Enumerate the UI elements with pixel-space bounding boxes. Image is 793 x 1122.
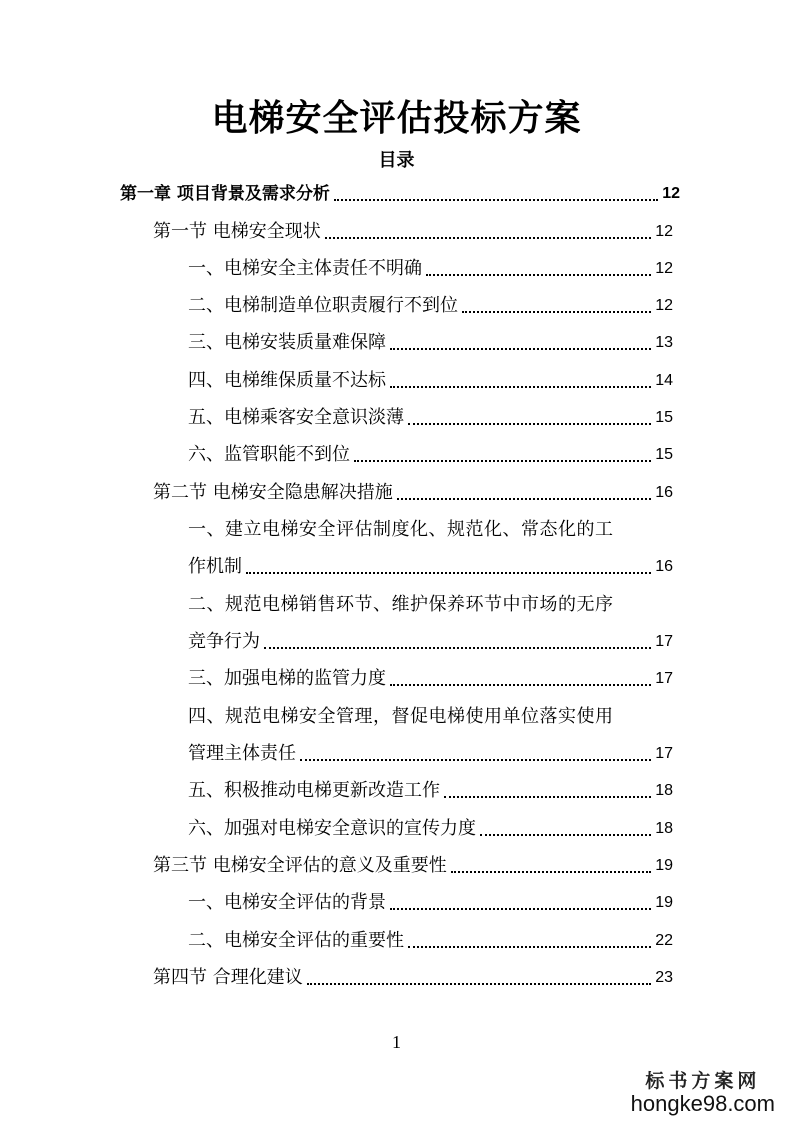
toc-entry-label: 一、电梯安全主体责任不明确 — [188, 258, 422, 279]
toc-entry-label: 第一章 项目背景及需求分析 — [120, 184, 330, 204]
toc-item-2-5[interactable] — [188, 778, 673, 804]
toc-entry-label: 第一节 电梯安全现状 — [153, 221, 321, 242]
toc-page-number: 12 — [655, 260, 673, 277]
toc-dot-leader — [334, 199, 658, 201]
toc-dot-leader — [390, 386, 651, 388]
toc-entry-label: 五、积极推动电梯更新改造工作 — [188, 780, 440, 801]
toc-item-2-1[interactable] — [188, 554, 673, 580]
toc-dot-leader — [426, 274, 651, 276]
toc-dot-leader — [480, 834, 651, 836]
watermark-cn-text: 标书方案网 — [645, 1070, 761, 1092]
watermark-url-text: hongke98.com — [630, 1091, 775, 1116]
toc-item-2-4-line1[interactable]: 四、规范电梯安全管理，督促电梯使用单位落实使用 — [188, 706, 614, 727]
toc-item-2-1-line1[interactable]: 一、建立电梯安全评估制度化、规范化、常态化的工 — [188, 519, 614, 540]
toc-item-2-2-line1[interactable]: 二、规范电梯销售环节、维护保养环节中市场的无序 — [188, 594, 614, 615]
toc-page-number: 17 — [655, 633, 673, 650]
toc-section-1[interactable] — [153, 219, 673, 245]
toc-page-number: 12 — [655, 297, 673, 314]
toc-dot-leader — [390, 908, 651, 910]
toc-item-3-2[interactable] — [188, 928, 673, 954]
toc-entry-label: 第四节 合理化建议 — [153, 967, 303, 988]
toc-page-number: 13 — [655, 334, 673, 351]
toc-dot-leader — [300, 759, 651, 761]
toc-page-number: 15 — [655, 409, 673, 426]
toc-entry-label: 二、电梯制造单位职责履行不到位 — [188, 295, 458, 316]
toc-page-number: 12 — [662, 185, 680, 202]
toc-entry-label: 二、电梯安全评估的重要性 — [188, 930, 404, 951]
toc-page-number: 19 — [655, 857, 673, 874]
toc-item-1-6[interactable] — [188, 442, 673, 468]
toc-item-1-1[interactable] — [188, 256, 673, 282]
toc-item-1-4[interactable] — [188, 368, 673, 394]
toc-entry-label: 一、电梯安全评估的背景 — [188, 892, 386, 913]
toc-entry-label: 第二节 电梯安全隐患解决措施 — [153, 482, 393, 503]
toc-chapter-1[interactable] — [120, 181, 680, 207]
toc-item-2-4[interactable] — [188, 741, 673, 767]
toc-dot-leader — [307, 983, 651, 985]
toc-item-1-5[interactable] — [188, 405, 673, 431]
toc-page-number: 18 — [655, 782, 673, 799]
toc-dot-leader — [264, 647, 651, 649]
toc-page-number: 14 — [655, 372, 673, 389]
toc-dot-leader — [408, 423, 651, 425]
toc-entry-label: 管理主体责任 — [188, 743, 296, 764]
toc-entry-label: 作机制 — [188, 556, 242, 577]
toc-dot-leader — [408, 946, 651, 948]
toc-page-number: 22 — [655, 932, 673, 949]
toc-section-2[interactable] — [153, 480, 673, 506]
toc-entry-label: 四、电梯维保质量不达标 — [188, 370, 386, 391]
toc-page-number: 17 — [655, 670, 673, 687]
toc-page-number: 16 — [655, 558, 673, 575]
toc-dot-leader — [451, 871, 651, 873]
toc-section-4[interactable] — [153, 965, 673, 991]
toc-item-2-3[interactable] — [188, 666, 673, 692]
toc-page-number: 16 — [655, 484, 673, 501]
document-title: 电梯安全评估投标方案 — [211, 98, 582, 139]
toc-item-2-6[interactable] — [188, 816, 673, 842]
toc-page-number: 19 — [655, 894, 673, 911]
toc-dot-leader — [354, 460, 651, 462]
toc-dot-leader — [390, 348, 651, 350]
toc-entry-label: 竞争行为 — [188, 631, 260, 652]
toc-item-3-1[interactable] — [188, 890, 673, 916]
toc-section-3[interactable] — [153, 853, 673, 879]
toc-item-1-2[interactable] — [188, 293, 673, 319]
toc-dot-leader — [397, 498, 651, 500]
toc-dot-leader — [390, 684, 651, 686]
toc-item-2-2[interactable] — [188, 629, 673, 655]
toc-dot-leader — [462, 311, 651, 313]
toc-page-number: 17 — [655, 745, 673, 762]
page-number: 1 — [392, 1032, 401, 1052]
toc-heading: 目录 — [378, 150, 415, 171]
toc-page-number: 12 — [655, 223, 673, 240]
toc-entry-label: 第三节 电梯安全评估的意义及重要性 — [153, 855, 447, 876]
toc-dot-leader — [246, 572, 651, 574]
toc-entry-label: 六、加强对电梯安全意识的宣传力度 — [188, 818, 476, 839]
toc-entry-label: 三、加强电梯的监管力度 — [188, 668, 386, 689]
toc-dot-leader — [444, 796, 651, 798]
toc-entry-label: 六、监管职能不到位 — [188, 444, 350, 465]
toc-page-number: 15 — [655, 446, 673, 463]
toc-page-number: 23 — [655, 969, 673, 986]
toc-entry-label: 三、电梯安装质量难保障 — [188, 332, 386, 353]
toc-page-number: 18 — [655, 820, 673, 837]
toc-dot-leader — [325, 237, 651, 239]
toc-entry-label: 五、电梯乘客安全意识淡薄 — [188, 407, 404, 428]
watermark — [631, 1066, 775, 1117]
toc-item-1-3[interactable] — [188, 330, 673, 356]
